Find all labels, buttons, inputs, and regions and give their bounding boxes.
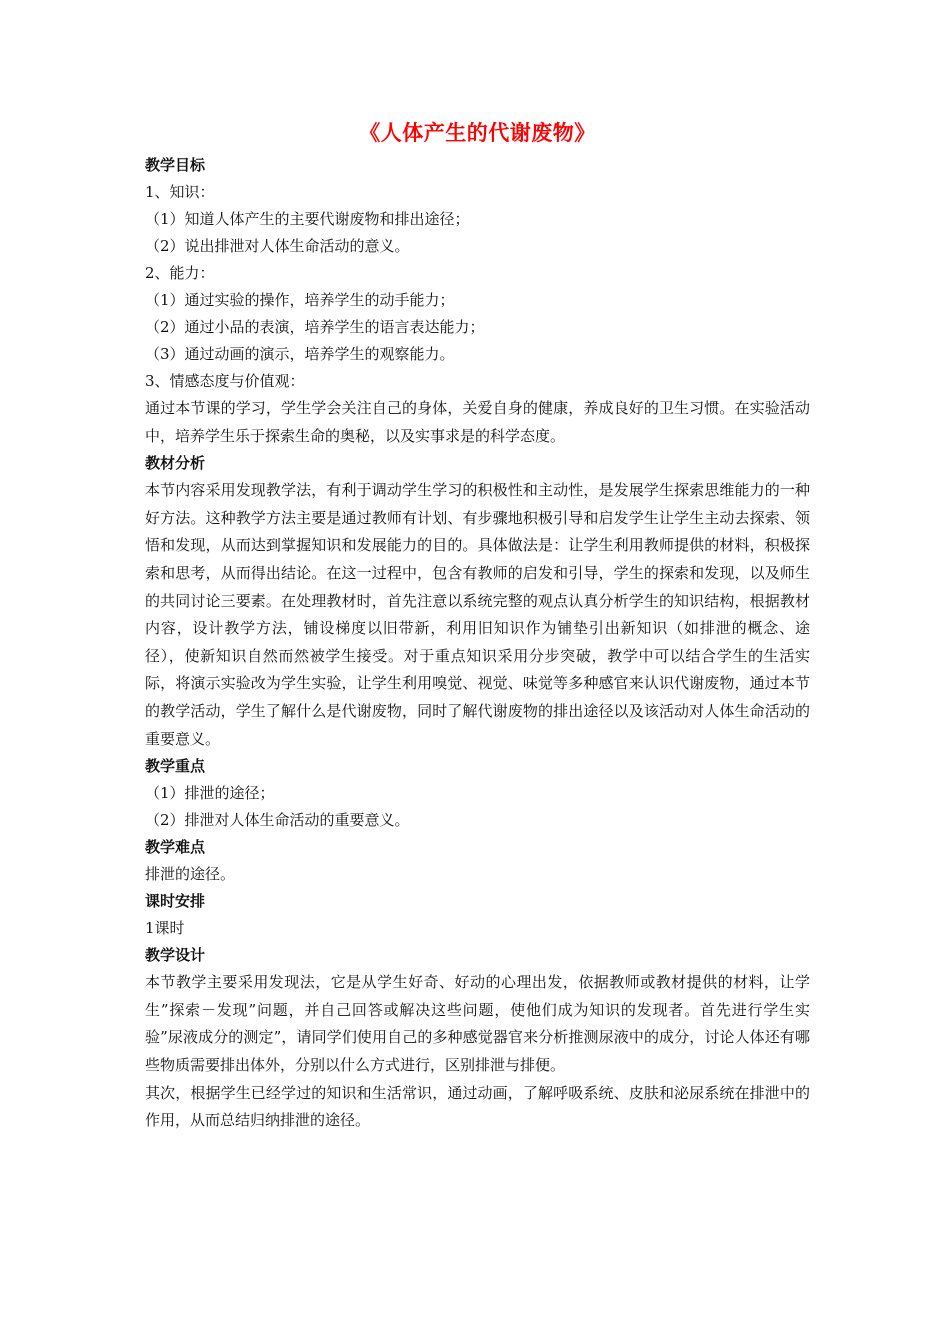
- schedule-heading: 课时安排: [145, 892, 206, 911]
- ability-item: （1）通过实验的操作，培养学生的动手能力；: [145, 291, 455, 309]
- design-paragraph-1: 本节教学主要采用发现法，它是从学生好奇、好动的心理出发，依据教师或教材提供的材料，让学生”探索－发现”问题，并自己回答或解决这些问题，使他们成为知识的发现者。首先进行学生实验”尿液成分的测定”，请同学们使用自己的多种感觉器官来分析推测尿液中的成分，讨论人体还有哪些物质需要排出体外，分别以什么方式进行，区别排泄与排便。: [145, 973, 810, 1074]
- knowledge-label: 1、知识：: [145, 183, 215, 201]
- difficulties-text: 排泄的途径。: [145, 865, 236, 884]
- ability-label: 2、能力：: [145, 264, 215, 282]
- ability-item: （2）通过小品的表演，培养学生的语言表达能力；: [145, 318, 485, 336]
- schedule-text: 1课时: [145, 919, 185, 938]
- knowledge-item: （2）说出排泄对人体生命活动的意义。: [145, 237, 410, 255]
- difficulties-heading: 教学难点: [145, 838, 206, 857]
- document-title: 《人体产生的代谢废物》: [359, 121, 596, 145]
- design-heading: 教学设计: [145, 946, 206, 965]
- key-point-item: （1）排泄的途径；: [145, 784, 275, 803]
- attitude-label: 3、情感态度与价值观：: [145, 372, 305, 390]
- attitude-paragraph: 通过本节课的学习，学生学会关注自己的身体，关爱自身的健康，养成良好的卫生习惯。在实验活动中，培养学生乐于探索生命的奥秘，以及实事求是的科学态度。: [145, 399, 810, 445]
- knowledge-item: （1）知道人体产生的主要代谢废物和排出途径；: [145, 210, 470, 228]
- objectives-heading: 教学目标: [145, 156, 206, 174]
- key-point-item: （2）排泄对人体生命活动的重要意义。: [145, 811, 410, 830]
- design-paragraph-2: 其次，根据学生已经学过的知识和生活常识，通过动画，了解呼吸系统、皮肤和泌尿系统在排泄中的作用，从而总结归纳排泄的途径。: [145, 1083, 810, 1130]
- analysis-heading: 教材分析: [145, 454, 206, 473]
- key-points-heading: 教学重点: [145, 757, 206, 776]
- ability-item: （3）通过动画的演示，培养学生的观察能力。: [145, 345, 455, 363]
- document-page: [145, 118, 810, 1135]
- analysis-paragraph: 本节内容采用发现教学法，有利于调动学生学习的积极性和主动性，是发展学生探索思维能力的一种好方法。这种教学方法主要是通过教师有计划、有步骤地积极引导和启发学生让学生主动去探索、领悟和发现，从而达到掌握知识和发展能力的目的。具体做法是：让学生利用教师提供的材料，积极探索和思考，从而得出结论。在这一过程中，包含有教师的启发和引导，学生的探索和发现，以及师生的共同讨论三要素。在处理教材时，首先注意以系统完整的观点认真分析学生的知识结构，根据教材内容，设计教学方法，铺设梯度以旧带新，利用旧知识作为铺垫引出新知识（如排泄的概念、途径），使新知识自然而然被学生接受。对于重点知识采用分步突破，教学中可以结合学生的生活实际，将演示实验改为学生实验，让学生利用嗅觉、视觉、味觉等多种感官来认识代谢废物，通过本节的教学活动，学生了解什么是代谢废物，同时了解代谢废物的排出途径以及该活动对人体生命活动的重要意义。: [145, 481, 810, 748]
